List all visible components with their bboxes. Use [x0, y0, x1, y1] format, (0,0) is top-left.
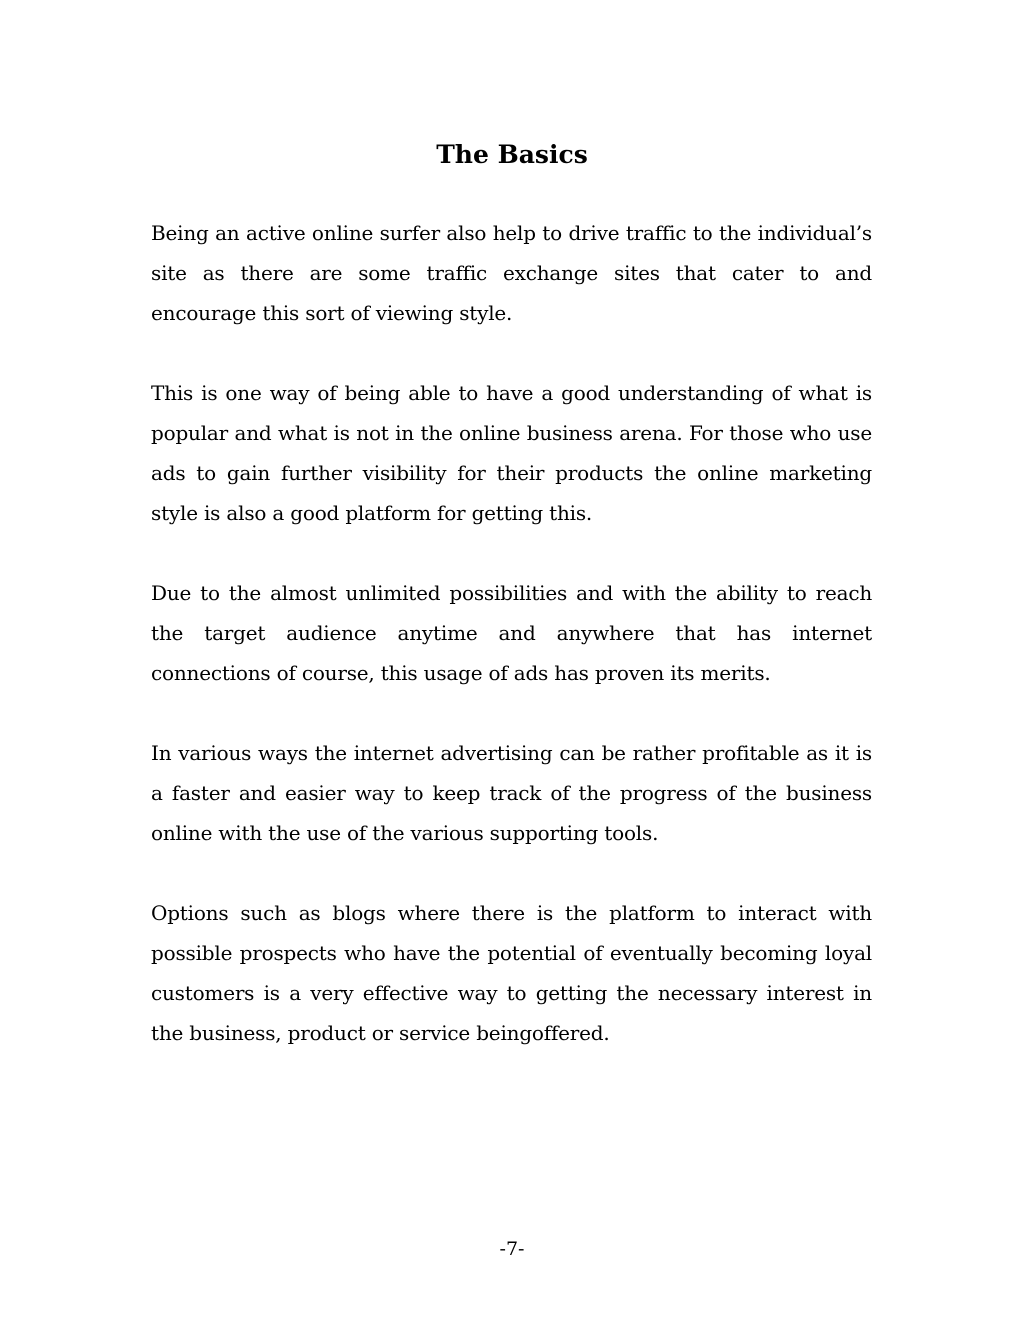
paragraph-3: Due to the almost unlimited possibilities and with the ability to reach the target audience anytime and anywhere that has internet connections of course, this usage of ads has proven its merits. — [151, 581, 872, 685]
paragraph-1: Being an active online surfer also help to drive traffic to the individual’s site as there are some traffic exchange sites that cater to and encourage this sort of viewing style. — [151, 221, 872, 325]
page-number: -7- — [499, 1238, 525, 1260]
paragraph-5: Options such as blogs where there is the platform to interact with possible prospects who have the potential of eventually becoming loyal customers is a very effective way to getting the necessary interest in the business, product or service beingoffered. — [151, 901, 872, 1045]
page-title: The Basics — [436, 140, 588, 169]
body-text — [151, 213, 872, 1093]
paragraph-4: In various ways the internet advertising can be rather profitable as it is a faster and easier way to keep track of the progress of the business online with the use of the various supporting tools. — [151, 741, 872, 845]
paragraph-2: This is one way of being able to have a good understanding of what is popular and what is not in the online business arena. For those who use ads to gain further visibility for their products the online marketing style is also a good platform for getting this. — [151, 381, 872, 525]
